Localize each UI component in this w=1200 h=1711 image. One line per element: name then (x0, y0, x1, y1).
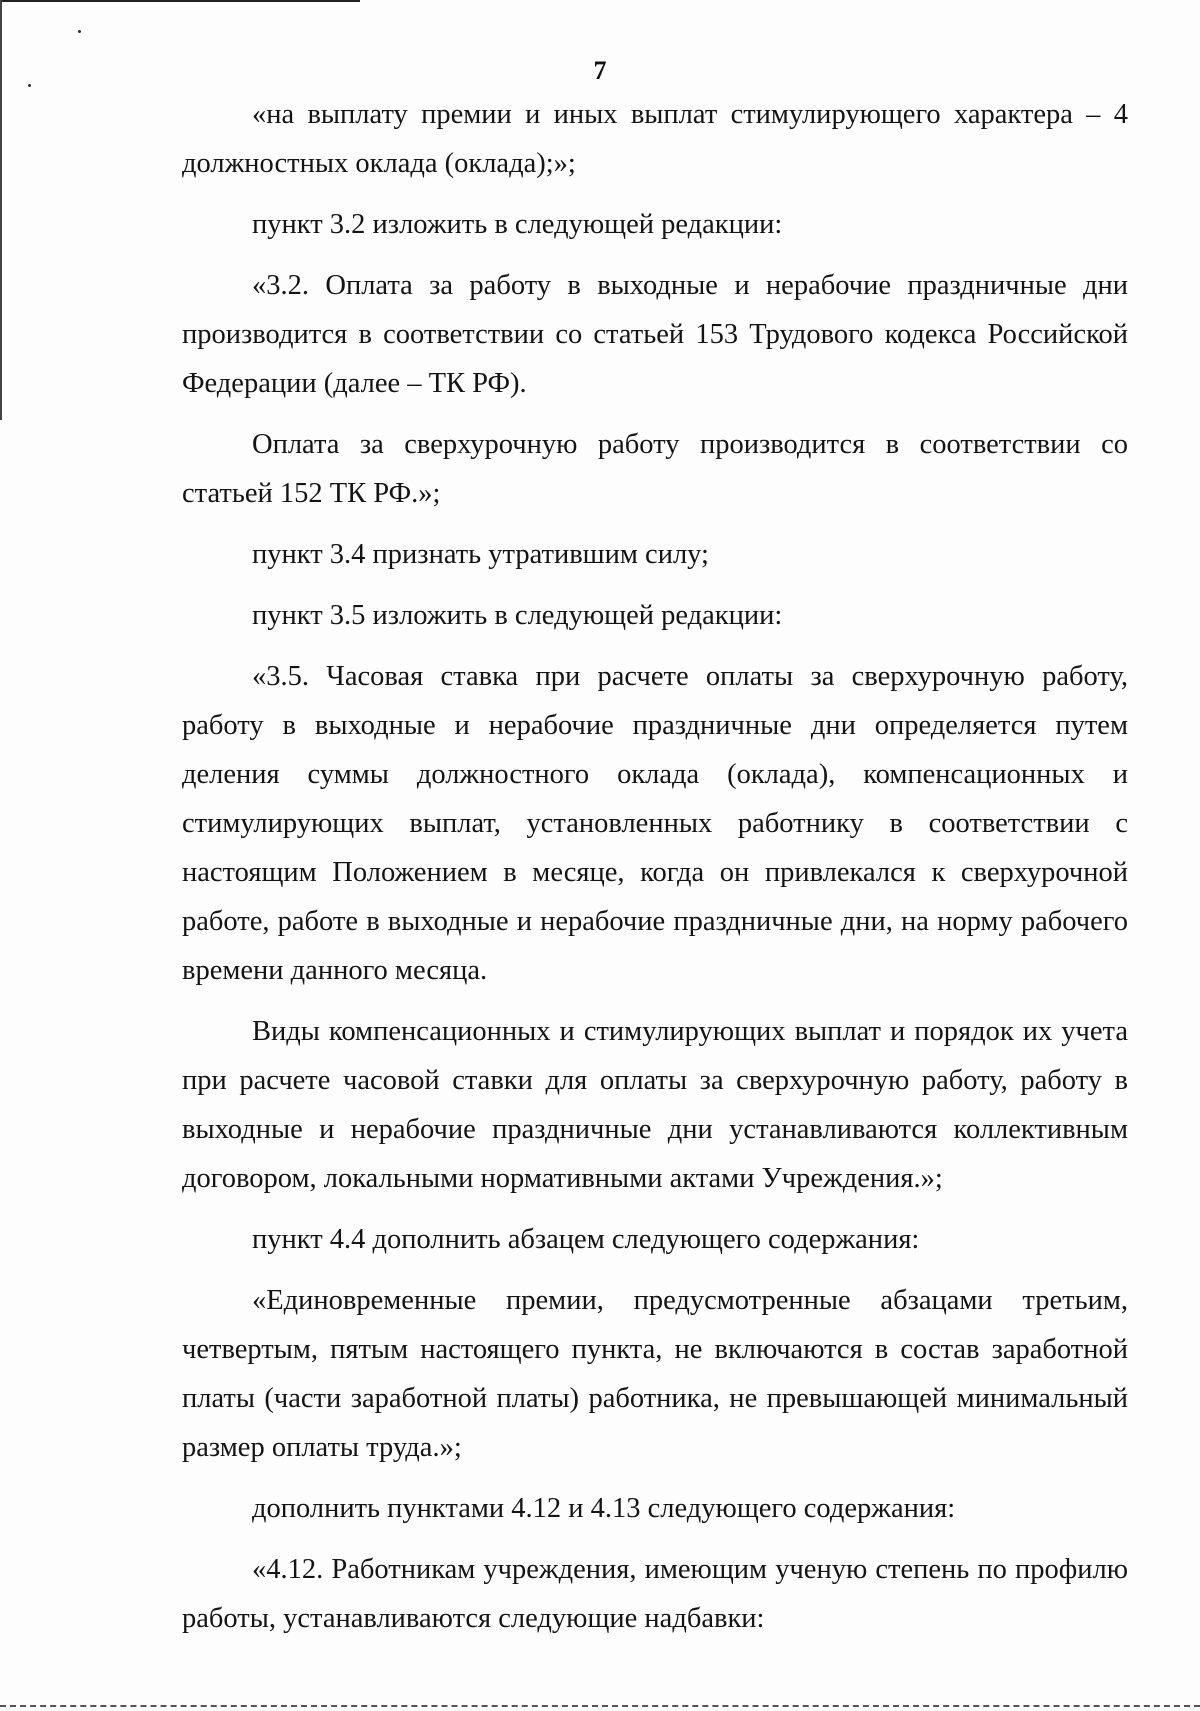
scan-edge-top (0, 0, 360, 2)
paragraph-clause-3-5: «3.5. Часовая ставка при расчете оплаты за сверхурочную работу, работу в выходные и нерабочие праздничные дни определяется путем деления суммы должностного оклада (оклада), компенсационных и стимулирующих выплат, установленных работнику в соответствии с настоящим Положением в месяце, когда он привлекался к сверхурочной работе, работе в выходные и нерабочие праздничные дни, на норму рабочего времени данного месяца. (182, 661, 1128, 986)
scan-edge-bottom (0, 1705, 1200, 1709)
document-body (182, 90, 1128, 1643)
paragraph-payment-types: Виды компенсационных и стимулирующих выплат и порядок их учета при расчете часовой ставки для оплаты за сверхурочную работу, работу в выходные и нерабочие праздничные дни устанавливаются коллективным договором, локальными нормативными актами Учреждения.»; (182, 1016, 1128, 1194)
paragraph-clause-3-4: пункт 3.4 признать утратившим силу; (252, 539, 709, 570)
paragraph-one-time-bonuses: «Единовременные премии, предусмотренные абзацами третьим, четвертым, пятым настоящего пункта, не включаются в состав заработной платы (части заработной платы) работника, не превышающей минимальный размер оплаты труда.»; (182, 1285, 1128, 1463)
paragraph-clause-4-12: «4.12. Работникам учреждения, имеющим ученую степень по профилю работы, устанавливаются следующие надбавки: (182, 1554, 1128, 1634)
paragraph-clause-4-4-intro: пункт 4.4 дополнить абзацем следующего содержания: (252, 1224, 920, 1255)
paragraph-clause-3-2-intro: пункт 3.2 изложить в следующей редакции: (252, 209, 783, 240)
paragraph-overtime-payment: Оплата за сверхурочную работу производится в соответствии со статьей 152 ТК РФ.»; (182, 429, 1128, 509)
paragraph-clauses-4-12-4-13-intro: дополнить пунктами 4.12 и 4.13 следующего содержания: (252, 1493, 956, 1524)
paragraph-clause-3-5-intro: пункт 3.5 изложить в следующей редакции: (252, 600, 783, 631)
paragraph-bonus-payment: «на выплату премии и иных выплат стимулирующего характера – 4 должностных оклада (оклада);»; (182, 99, 1128, 179)
page-number: 7 (593, 56, 607, 85)
scan-speck (78, 30, 81, 33)
paragraph-clause-3-2: «3.2. Оплата за работу в выходные и нерабочие праздничные дни производится в соответствии со статьей 153 Трудового кодекса Российской Федерации (далее – ТК РФ). (182, 270, 1128, 399)
